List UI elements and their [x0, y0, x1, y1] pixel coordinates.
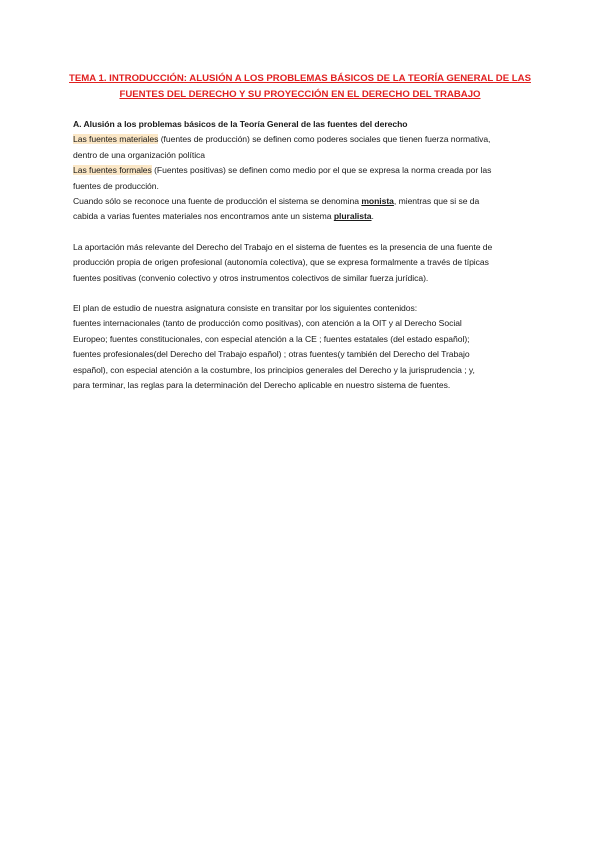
fuentes-materiales-line [73, 132, 531, 147]
section-a-heading: A. Alusión a los problemas básicos de la Teoría General de las fuentes del derecho [73, 119, 408, 129]
document-body [73, 117, 531, 394]
paragraph-2-line-2: producción propia de origen profesional (autonomía colectiva), que se expresa formalmente a través de típicas [73, 257, 489, 268]
fuentes-formales-line-2: fuentes de producción. [73, 180, 159, 191]
monista-line [73, 194, 531, 209]
pluralista-post: . [371, 211, 374, 222]
paragraph-3-line-5: español), con especial atención a la costumbre, los principios generales del Derecho y la jurisprudencia ; y, [73, 364, 475, 375]
monista-post: , mientras que si se da [393, 196, 480, 207]
paragraph-3-line-1: El plan de estudio de nuestra asignatura consiste en transitar por los siguientes contenidos: [73, 303, 418, 314]
paragraph-3-line-2: fuentes internacionales (tanto de producción como positivas), con atención a la OIT y al Derecho Social [73, 318, 462, 329]
fuentes-materiales-term: Las fuentes materiales [73, 134, 159, 145]
pluralista-word: pluralista [333, 211, 372, 222]
fuentes-materiales-text: (fuentes de producción) se definen como poderes sociales que tienen fuerza normativa, [158, 134, 491, 145]
pluralista-line [73, 209, 531, 224]
fuentes-formales-term: Las fuentes formales [73, 165, 152, 176]
paragraph-3-line-6: para terminar, las reglas para la determinación del Derecho aplicable en nuestro sistema de fuentes. [73, 380, 451, 391]
title-line-1: TEMA 1. INTRODUCCIÓN: ALUSIÓN A LOS PROBLEMAS BÁSICOS DE LA TEORÍA GENERAL DE LAS [69, 73, 531, 84]
paragraph-3-line-4: fuentes profesionales(del Derecho del Trabajo español) ; otras fuentes(y también del Derecho del Trabajo [73, 349, 470, 360]
fuentes-formales-text: (Fuentes positivas) se definen como medio por el que se expresa la norma creada por las [151, 165, 492, 176]
paragraph-2-line-1: La aportación más relevante del Derecho del Trabajo en el sistema de fuentes es la presencia de una fuente de [73, 241, 493, 252]
title-line-2: FUENTES DEL DERECHO Y SU PROYECCIÓN EN EL DERECHO DEL TRABAJO [119, 89, 481, 100]
monista-word: monista [361, 196, 394, 207]
fuentes-formales-line [73, 163, 531, 178]
paragraph-3-line-3: Europeo; fuentes constitucionales, con especial atención a la CE ; fuentes estatales (del estado español); [73, 333, 470, 344]
pluralista-pre: cabida a varias fuentes materiales nos encontramos ante un sistema [73, 211, 334, 222]
fuentes-materiales-line-2: dentro de una organización política [73, 149, 206, 160]
paragraph-2-line-3: fuentes positivas (convenio colectivo y otros instrumentos colectivos de similar fuerza jurídica). [73, 272, 429, 283]
document-title [60, 71, 540, 103]
monista-pre: Cuando sólo se reconoce una fuente de producción el sistema se denomina [73, 196, 362, 207]
